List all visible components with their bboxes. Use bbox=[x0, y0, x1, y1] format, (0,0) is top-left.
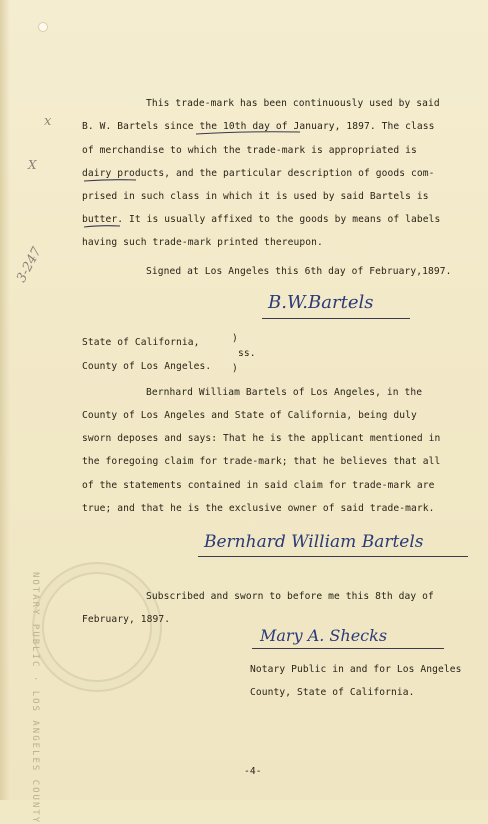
page-number: -4- bbox=[244, 766, 262, 777]
notary-title-line2: County, State of California. bbox=[250, 687, 415, 698]
notary-title-line1: Notary Public in and for Los Angeles bbox=[250, 664, 462, 675]
para1-line3: of merchandise to which the trade-mark is appropriated is bbox=[82, 145, 417, 156]
venue-county: County of Los Angeles. bbox=[82, 361, 212, 372]
para1-line1: This trade-mark has been continuously used by said bbox=[146, 98, 440, 109]
para1-line6: butter. It is usually affixed to the goods by means of labels bbox=[82, 214, 441, 225]
venue-paren-bottom: ) bbox=[232, 363, 238, 374]
signed-at-line: Signed at Los Angeles this 6th day of February,1897. bbox=[146, 266, 452, 277]
signature-underline-1 bbox=[262, 318, 410, 319]
notary-signature-underline bbox=[252, 648, 444, 649]
para1-line4: dairy products, and the particular description of goods com- bbox=[82, 168, 435, 179]
signature-full: Bernhard William Bartels bbox=[204, 532, 424, 552]
jurat-line1: Subscribed and sworn to before me this 8th day of bbox=[146, 591, 434, 602]
venue-state: State of California, bbox=[82, 337, 200, 348]
margin-file-number: 3-247 bbox=[14, 244, 45, 286]
embossed-notary-seal bbox=[32, 562, 162, 692]
affidavit-line3: sworn deposes and says: That he is the applicant mentioned in bbox=[82, 433, 441, 444]
venue-ss: ss. bbox=[238, 348, 256, 359]
para1-line5: prised in such class in which it is used by said Bartels is bbox=[82, 191, 429, 202]
margin-x-mark: x bbox=[44, 114, 52, 129]
signature-initials: B.W.Bartels bbox=[268, 292, 374, 313]
margin-x-mark-2: X bbox=[28, 158, 37, 172]
affidavit-line5: of the statements contained in said claim for trade-mark are bbox=[82, 480, 435, 491]
venue-paren-top: ) bbox=[232, 333, 238, 344]
affidavit-line1: Bernhard William Bartels of Los Angeles, in the bbox=[146, 387, 423, 398]
notary-signature: Mary A. Shecks bbox=[260, 626, 388, 645]
para1-line7: having such trade-mark printed thereupon. bbox=[82, 237, 323, 248]
jurat-line2: February, 1897. bbox=[82, 614, 171, 625]
affidavit-line4: the foregoing claim for trade-mark; that he believes that all bbox=[82, 456, 441, 467]
para1-line2: B. W. Bartels since the 10th day of January, 1897. The class bbox=[82, 121, 435, 132]
signature-underline-2 bbox=[198, 556, 468, 557]
affidavit-line2: County of Los Angeles and State of California, being duly bbox=[82, 410, 417, 421]
seal-text: NOTARY PUBLIC · LOS ANGELES COUNTY bbox=[30, 572, 40, 824]
affidavit-line6: true; and that he is the exclusive owner of said trade-mark. bbox=[82, 503, 435, 514]
